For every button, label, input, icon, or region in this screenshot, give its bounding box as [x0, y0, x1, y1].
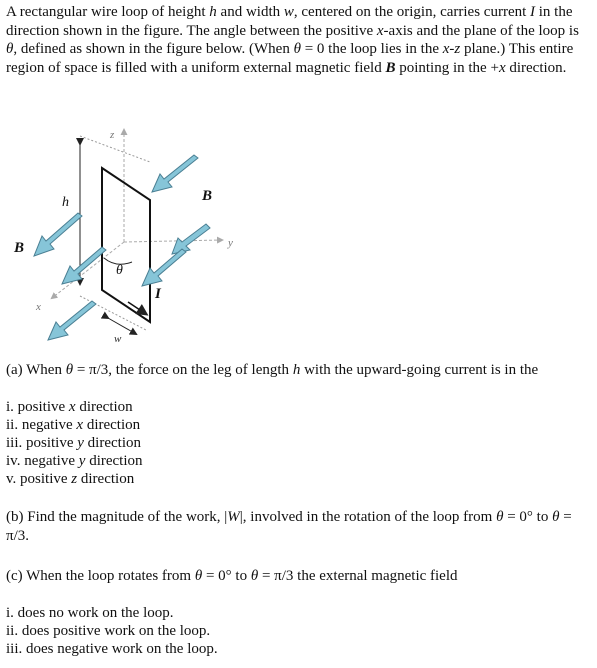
y-axis-label: y: [228, 237, 233, 249]
part-c-option: iii. does negative work on the loop.: [6, 641, 218, 657]
b-arrow-top-right: [152, 155, 198, 192]
part-a-option: iv. negative y direction: [6, 453, 143, 469]
part-a-option: iii. positive y direction: [6, 435, 141, 451]
loop-figure: [0, 118, 270, 348]
x-axis: [52, 242, 124, 298]
y-axis: [124, 240, 222, 242]
part-c-question: (c) When the loop rotates from θ = 0° to θ = π/3 the external magnetic field: [6, 568, 458, 584]
part-b-question: (b) Find the magnitude of the work, |W|, involved in the rotation of the loop from θ = 0° to θ = π/3.: [6, 509, 572, 544]
part-c-option: ii. does positive work on the loop.: [6, 623, 211, 639]
b-arrow-middle: [142, 249, 186, 286]
part-c-option: i. does no work on the loop.: [6, 605, 174, 621]
b-field-arrows: [34, 155, 213, 340]
part-a-option: v. positive z direction: [6, 471, 135, 487]
part-a-question: (a) When θ = π/3, the force on the leg of length h with the upward-going current is in the: [6, 362, 539, 378]
theta-label: θ: [116, 263, 123, 278]
dotted-edge-top: [80, 136, 150, 162]
x-axis-label: x: [36, 301, 41, 313]
current-label: I: [155, 286, 161, 302]
w-dimension: [108, 318, 136, 334]
b-label-right: B: [202, 188, 213, 204]
problem-statement: A rectangular wire loop of height h and width w, centered on the origin, carries current I in the direction shown in the figure. The angle between the positive x-axis and the plane of the loop is θ, defined as shown in the figure below. (When θ = 0 the loop lies in the x-z plane.) This entire region of space is filled with a uniform external magnetic field B pointing in the +x direction.: [6, 4, 579, 76]
b-arrow-left-mid: [62, 247, 106, 284]
z-axis-label: z: [110, 129, 115, 141]
b-label-left: B: [14, 240, 25, 256]
w-label: w: [114, 333, 122, 345]
wire-loop: [102, 168, 150, 322]
part-a-option: ii. negative x direction: [6, 417, 141, 433]
part-a-option: i. positive x direction: [6, 399, 133, 415]
h-label: h: [62, 195, 69, 210]
b-arrow-left-bottom: [48, 301, 96, 340]
b-arrow-mid-right: [172, 224, 210, 254]
b-arrow-left-top: [34, 213, 82, 256]
